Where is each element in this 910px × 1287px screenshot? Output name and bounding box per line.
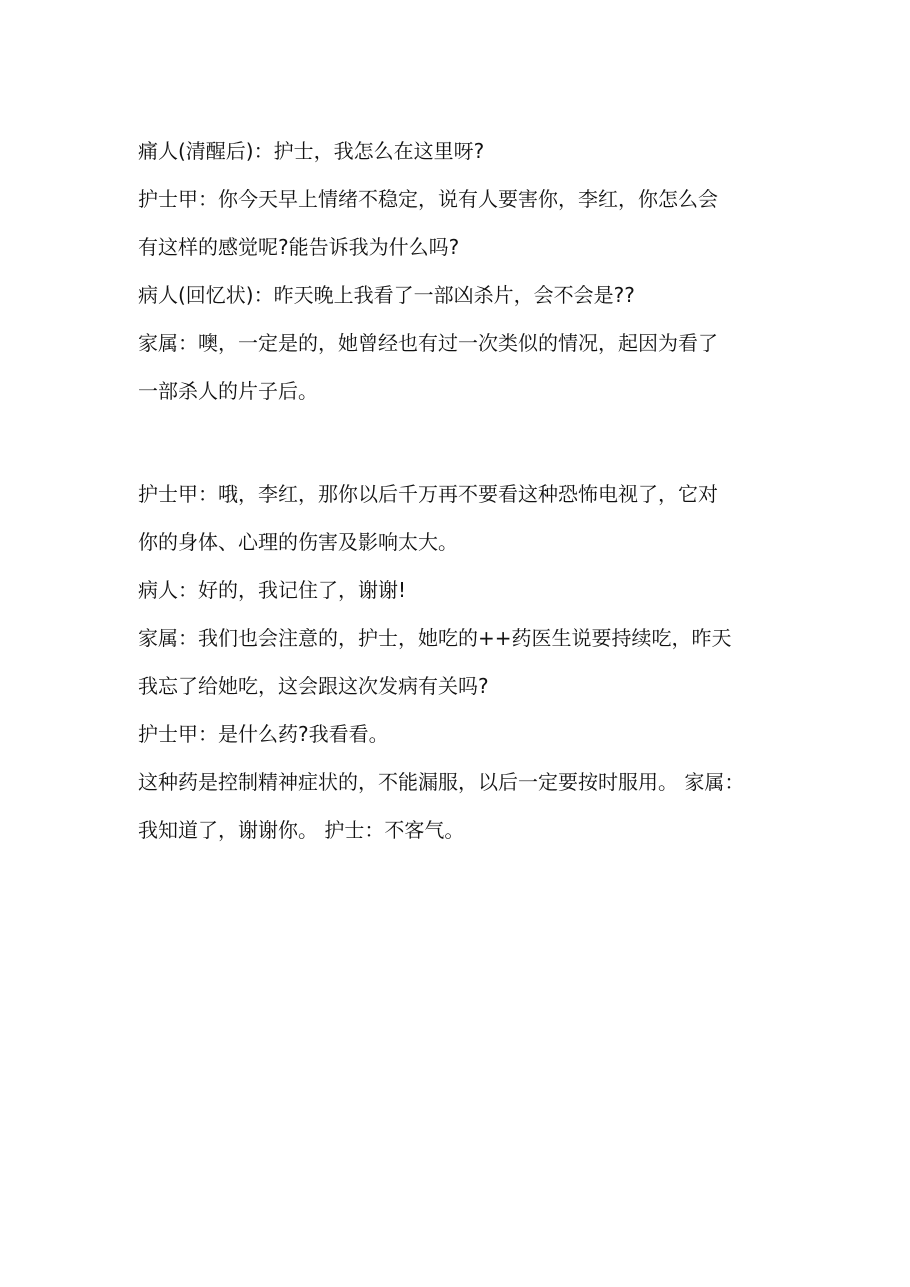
- text-line: 护士甲：是什么药?我看看。: [138, 722, 389, 746]
- text-line: 一部杀人的片子后。: [138, 379, 318, 403]
- text-line: 护士甲：你今天早上情绪不稳定，说有人要害你，李红，你怎么会: [138, 187, 718, 211]
- text-line: 有这样的感觉呢?能告诉我为什么吗?: [138, 235, 460, 259]
- text-line: 你的身体、心理的伤害及影响太大。: [138, 530, 458, 554]
- text-line: 病人：好的，我记住了，谢谢!: [138, 578, 407, 602]
- text-line: 这种药是控制精神症状的，不能漏服，以后一定要按时服用。 家属：: [138, 770, 745, 794]
- text-line: 家属：噢，一定是的，她曾经也有过一次类似的情况，起因为看了: [138, 331, 718, 355]
- text-line: 我知道了，谢谢你。 护士：不客气。: [138, 818, 465, 842]
- text-line: 护士甲：哦，李红，那你以后千万再不要看这种恐怖电视了，它对: [138, 482, 718, 506]
- text-line: 我忘了给她吃，这会跟这次发病有关吗?: [138, 674, 489, 698]
- text-line: 痛人(清醒后)：护士，我怎么在这里呀?: [138, 139, 485, 163]
- text-line: 家属：我们也会注意的，护士，她吃的++药医生说要持续吃，昨天: [138, 626, 732, 650]
- text-line: 病人(回忆状)：昨天晚上我看了一部凶杀片，会不会是??: [138, 283, 635, 307]
- document-body: [138, 127, 798, 854]
- paragraph-gap: [138, 415, 798, 470]
